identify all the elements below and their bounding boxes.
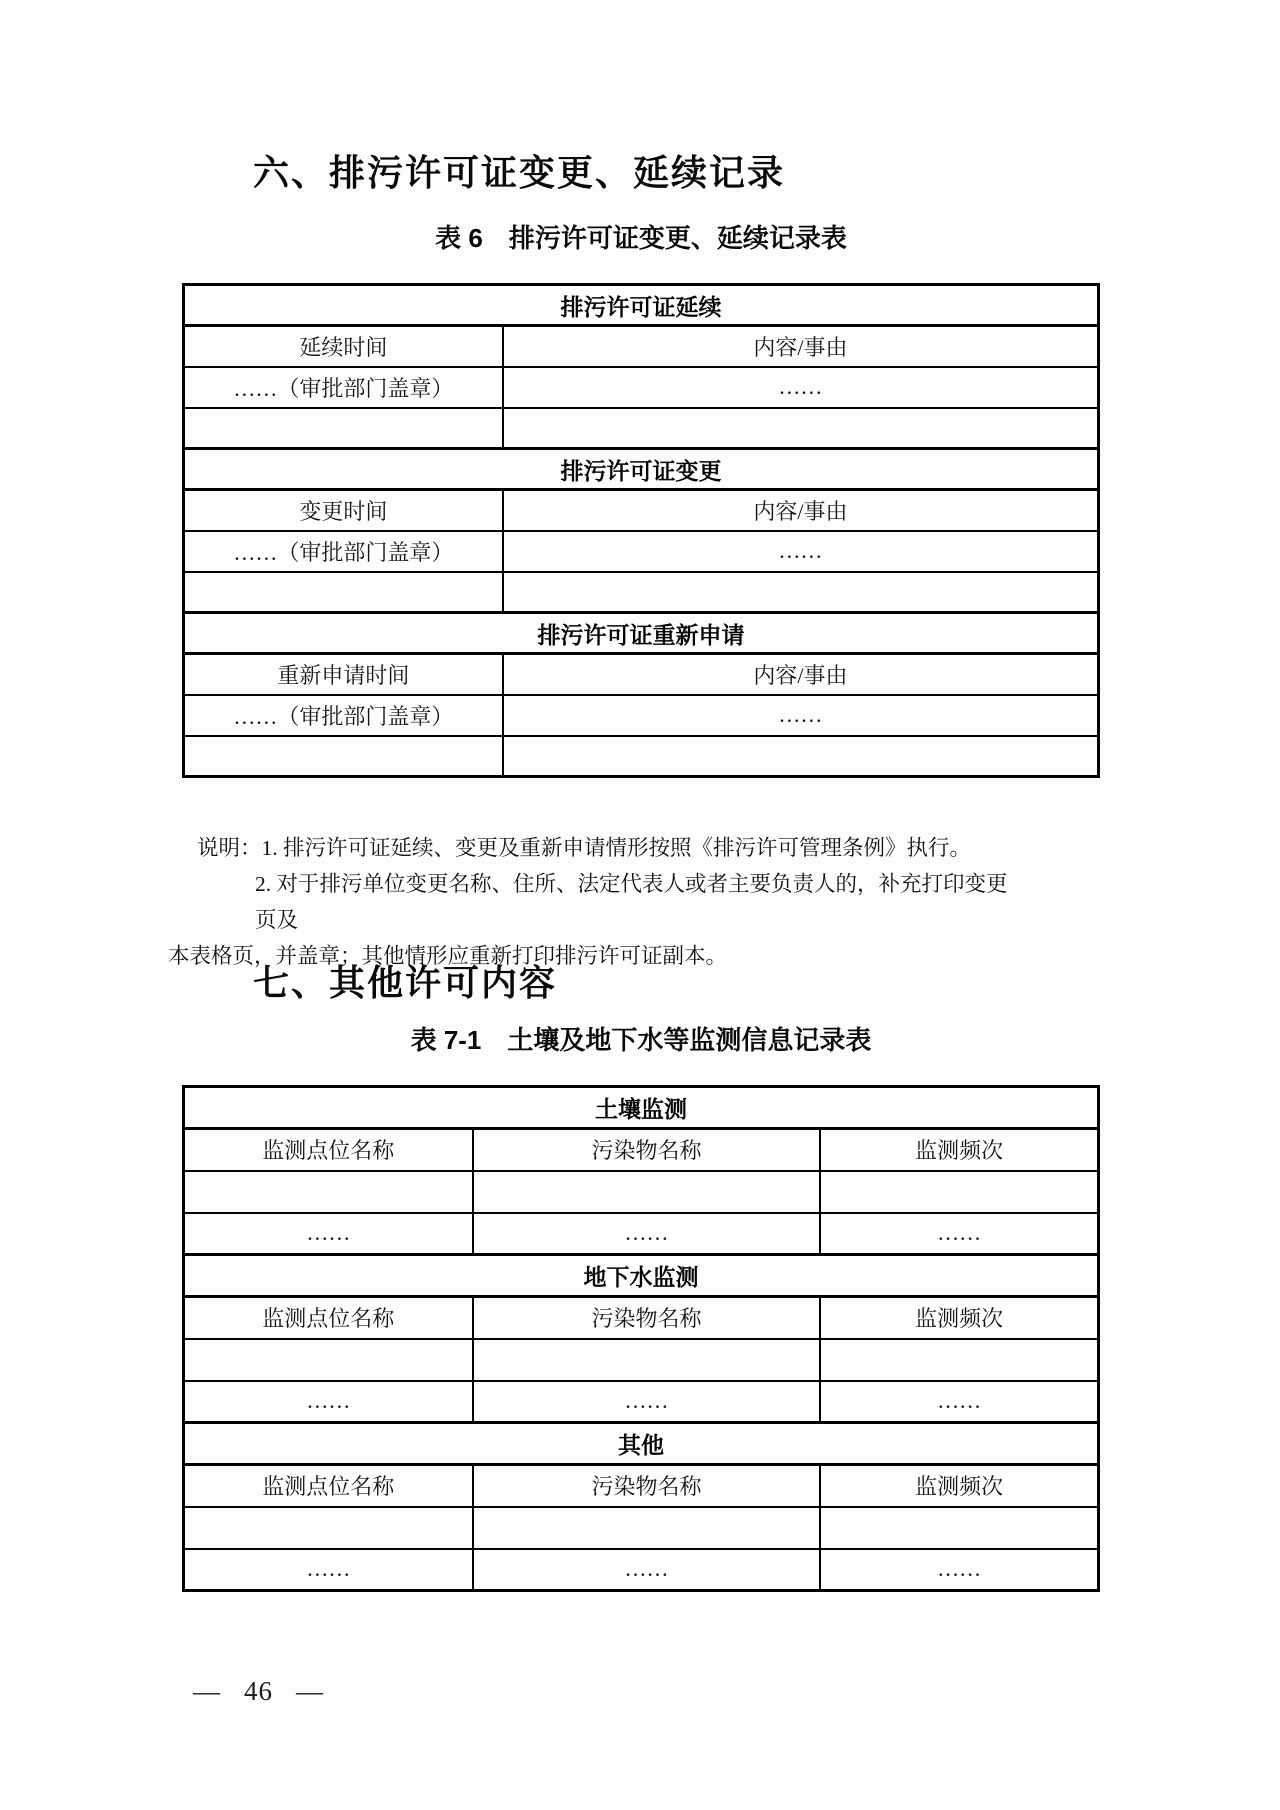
table7-section-groundwater-title-row bbox=[184, 1255, 1099, 1297]
table7-soil-groundwater-monitoring-record bbox=[182, 1085, 1100, 1592]
stamp-cell: ……（审批部门盖章） bbox=[184, 695, 503, 736]
column-header-row bbox=[184, 1465, 1099, 1507]
empty-cell bbox=[503, 736, 1099, 777]
page-number: 46 bbox=[244, 1676, 273, 1706]
empty-cell bbox=[473, 1339, 821, 1381]
content-label-cell: 内容/事由 bbox=[503, 326, 1099, 367]
point-name-label-cell: 监测点位名称 bbox=[184, 1465, 473, 1507]
table6-section-change-title-row bbox=[184, 449, 1099, 490]
empty-row bbox=[184, 1339, 1099, 1381]
empty-cell bbox=[820, 1507, 1098, 1549]
section-title-cell: 排污许可证重新申请 bbox=[184, 613, 1099, 654]
empty-cell bbox=[503, 408, 1099, 449]
dots-cell: …… bbox=[820, 1549, 1098, 1591]
empty-cell bbox=[184, 408, 503, 449]
dots-cell: …… bbox=[473, 1381, 821, 1423]
frequency-label-cell: 监测频次 bbox=[820, 1465, 1098, 1507]
empty-cell bbox=[184, 736, 503, 777]
content-label-cell: 内容/事由 bbox=[503, 490, 1099, 531]
dots-cell: …… bbox=[184, 1381, 473, 1423]
column-header-row bbox=[184, 1129, 1099, 1171]
table-row bbox=[184, 654, 1099, 695]
footer-dash: — bbox=[193, 1676, 221, 1706]
page-footer bbox=[193, 1676, 324, 1707]
time-label-cell: 变更时间 bbox=[184, 490, 503, 531]
dots-cell: …… bbox=[820, 1213, 1098, 1255]
time-label-cell: 延续时间 bbox=[184, 326, 503, 367]
note-line: 说明：1. 排污许可证延续、变更及重新申请情形按照《排污许可管理条例》执行。 bbox=[197, 836, 972, 860]
empty-row bbox=[184, 572, 1099, 613]
table7-caption: 表 7-1 土壤及地下水等监测信息记录表 bbox=[410, 1025, 872, 1055]
empty-cell bbox=[473, 1507, 821, 1549]
section-title-cell: 土壤监测 bbox=[184, 1087, 1099, 1129]
dots-cell: …… bbox=[473, 1549, 821, 1591]
dots-cell: …… bbox=[473, 1213, 821, 1255]
section-title-cell: 其他 bbox=[184, 1423, 1099, 1465]
pollutant-name-label-cell: 污染物名称 bbox=[473, 1465, 821, 1507]
table-row bbox=[184, 490, 1099, 531]
table-row bbox=[184, 367, 1099, 408]
section-heading-7: 七、其他许可内容 bbox=[253, 962, 558, 1003]
dots-row bbox=[184, 1549, 1099, 1591]
dots-cell: …… bbox=[820, 1381, 1098, 1423]
empty-row bbox=[184, 1507, 1099, 1549]
table7-section-other-title-row bbox=[184, 1423, 1099, 1465]
empty-row bbox=[184, 1171, 1099, 1213]
dots-cell: …… bbox=[503, 367, 1099, 408]
dots-row bbox=[184, 1213, 1099, 1255]
dots-cell: …… bbox=[503, 695, 1099, 736]
table6-section-renewal-title-row bbox=[184, 285, 1099, 326]
dots-row bbox=[184, 1381, 1099, 1423]
empty-cell bbox=[473, 1171, 821, 1213]
dots-cell: …… bbox=[184, 1213, 473, 1255]
point-name-label-cell: 监测点位名称 bbox=[184, 1297, 473, 1339]
table7-section-soil-title-row bbox=[184, 1087, 1099, 1129]
table6-permit-change-renewal-record bbox=[182, 283, 1100, 778]
section-title-cell: 排污许可证延续 bbox=[184, 285, 1099, 326]
table-row bbox=[184, 531, 1099, 572]
table6-section-reapply-title-row bbox=[184, 613, 1099, 654]
empty-cell bbox=[184, 1171, 473, 1213]
pollutant-name-label-cell: 污染物名称 bbox=[473, 1129, 821, 1171]
empty-cell bbox=[184, 572, 503, 613]
note-line: 2. 对于排污单位变更名称、住所、法定代表人或者主要负责人的，补充打印变更页及 bbox=[255, 872, 1008, 932]
footer-dash: — bbox=[296, 1676, 324, 1706]
empty-cell bbox=[820, 1339, 1098, 1381]
content-label-cell: 内容/事由 bbox=[503, 654, 1099, 695]
section-heading-6: 六、排污许可证变更、延续记录 bbox=[253, 152, 786, 193]
frequency-label-cell: 监测频次 bbox=[820, 1297, 1098, 1339]
point-name-label-cell: 监测点位名称 bbox=[184, 1129, 473, 1171]
empty-cell bbox=[503, 572, 1099, 613]
table6-notes bbox=[168, 830, 1008, 974]
stamp-cell: ……（审批部门盖章） bbox=[184, 367, 503, 408]
time-label-cell: 重新申请时间 bbox=[184, 654, 503, 695]
empty-cell bbox=[820, 1171, 1098, 1213]
dots-cell: …… bbox=[503, 531, 1099, 572]
empty-row bbox=[184, 736, 1099, 777]
frequency-label-cell: 监测频次 bbox=[820, 1129, 1098, 1171]
column-header-row bbox=[184, 1297, 1099, 1339]
pollutant-name-label-cell: 污染物名称 bbox=[473, 1297, 821, 1339]
note-line: 本表格页，并盖章；其他情形应重新打印排污许可证副本。 bbox=[168, 944, 728, 968]
empty-cell bbox=[184, 1507, 473, 1549]
table-row bbox=[184, 695, 1099, 736]
table6-caption: 表 6 排污许可证变更、延续记录表 bbox=[435, 223, 847, 253]
stamp-cell: ……（审批部门盖章） bbox=[184, 531, 503, 572]
section-title-cell: 地下水监测 bbox=[184, 1255, 1099, 1297]
table-row bbox=[184, 326, 1099, 367]
dots-cell: …… bbox=[184, 1549, 473, 1591]
empty-row bbox=[184, 408, 1099, 449]
empty-cell bbox=[184, 1339, 473, 1381]
section-title-cell: 排污许可证变更 bbox=[184, 449, 1099, 490]
